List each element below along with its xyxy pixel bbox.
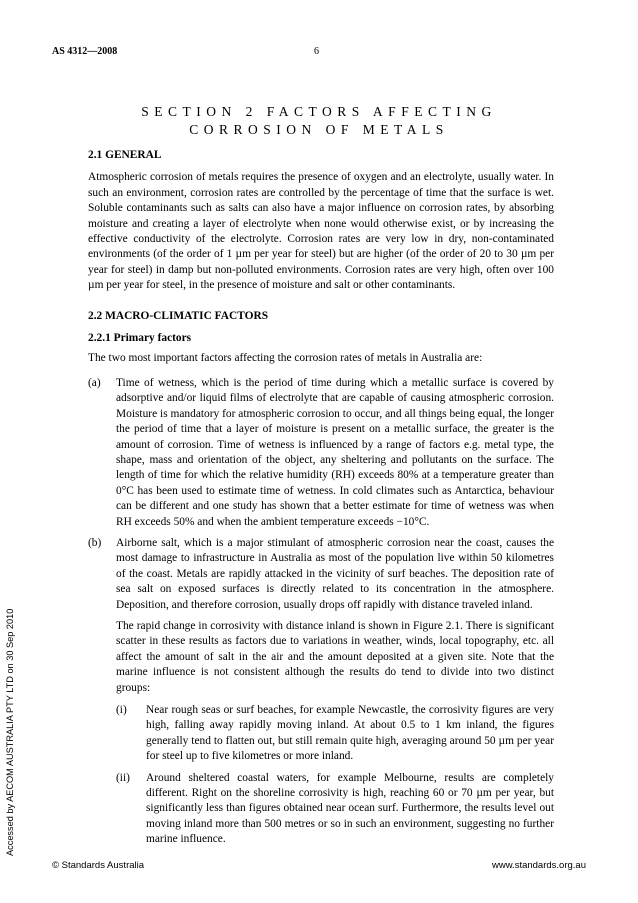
paragraph-general: Atmospheric corrosion of metals requires the presence of oxygen and an electrolyte, usually water. In such an environment, corrosion rates are controlled by the percentage of time that the surface is wet. Soluble contaminants such as salts can also have a major influence on corrosion rates, by absorbing moisture and creating a layer of electrolyte when none would otherwise exist, or by increasing the effective conductivity of the electrolyte. Corrosion rates are very low in dry, non-contaminated environments (of the order of 1 µm per year for steel) but are higher (of the order of 20 to 30 µm per year for steel) in damp but non-polluted environments. Corrosion rates are very high, often over 100 µm per year for steel, in the presence of moisture and salt or other contaminants. bbox=[88, 171, 554, 292]
sub-list-item-text: Around sheltered coastal waters, for example Melbourne, results are completely different. Right on the shoreline corrosivity is high, reaching 60 or 70 µm per year, but significantly less than figures obtained near ocean surf. Furthermore, the results level out moving inland more than 500 metres or so in such an environment, suggesting no further marine influence. bbox=[146, 771, 554, 846]
heading-2-2: 2.2 MACRO-CLIMATIC FACTORS bbox=[88, 309, 269, 322]
heading-2-2-1: 2.2.1 Primary factors bbox=[88, 332, 192, 345]
section-title bbox=[80, 103, 558, 139]
paragraph-distance-inland: The rapid change in corrosivity with distance inland is shown in Figure 2.1. There is significant scatter in these results as factors due to variations in weather, winds, local topography, etc. all affect the amount of salt in the air and the amount deposited at a given site. Note that the marine influence is not consistent although the results do tend to divide into two distinct groups: bbox=[116, 619, 554, 694]
page-body bbox=[88, 148, 554, 854]
document-id: AS 4312—2008 bbox=[52, 46, 118, 57]
sub-list-item bbox=[116, 703, 554, 765]
list-item bbox=[88, 536, 554, 613]
footer-copyright: © Standards Australia bbox=[52, 860, 145, 871]
heading-2-1: 2.1 GENERAL bbox=[88, 149, 162, 161]
list-item-text: Time of wetness, which is the period of time during which a metallic surface is covered by adsorptive and/or liquid films of electrolyte that are capable of causing atmospheric corrosion. Moisture is mandatory for atmospheric corrosion to occur, and all things being equal, the longer the period of time that a layer of moisture is present on a metallic surface, the greater is the amount of corrosion. Time of wetness is influenced by a range of factors e.g. metal type, the shape, mass and orientation of the object, any sheltering and pollutants on the surface. The length of time for which the relative humidity (RH) exceeds 80% at a temperature greater than 0°C has been used to estimate time of wetness. In cold climates such as Antarctica, behaviour can be different and one study has shown that a better estimate for time of wetness was when RH exceeds 50% and when the ambient temperature exceeds −10°C. bbox=[116, 376, 554, 528]
sub-list-item bbox=[116, 771, 554, 848]
footer-website: www.standards.org.au bbox=[492, 860, 586, 871]
list-item-label: (a) bbox=[88, 376, 101, 389]
list-item bbox=[88, 376, 554, 530]
list-item-text: Airborne salt, which is a major stimulant of atmospheric corrosion near the coast, causes the most damage to infrastructure in Australia as most of the population live within 50 kilometres of the coast. Metals are rapidly attacked in the vicinity of surf beaches. The deposition rate of sea salt on exposed surfaces is directly related to its concentration in the atmosphere. Deposition, and therefore corrosion, usually drops off rapidly with distance traveled inland. bbox=[116, 536, 554, 611]
page-number: 6 bbox=[314, 46, 319, 57]
paragraph-intro: The two most important factors affecting the corrosion rates of metals in Australia are: bbox=[88, 352, 483, 365]
list-item-label: (b) bbox=[88, 536, 102, 549]
sub-list-item-label: (i) bbox=[116, 704, 127, 716]
sub-list-item-text: Near rough seas or surf beaches, for example Newcastle, the corrosivity figures are very high, falling away rapidly moving inland. At about 0.5 to 1 km inland, the figures generally tend to flatten out, but still remain quite high, averaging around 50 µm per year for steel up to five kilometres or more inland. bbox=[146, 704, 554, 763]
sub-list-item-label: (ii) bbox=[116, 771, 130, 784]
section-title-line1: SECTION 2 FACTORS AFFECTING bbox=[141, 104, 497, 119]
section-title-line2: CORROSION OF METALS bbox=[189, 122, 449, 137]
access-watermark: Accessed by AECOM AUSTRALIA PTY LTD on 30 Sep 2010 bbox=[5, 608, 15, 856]
